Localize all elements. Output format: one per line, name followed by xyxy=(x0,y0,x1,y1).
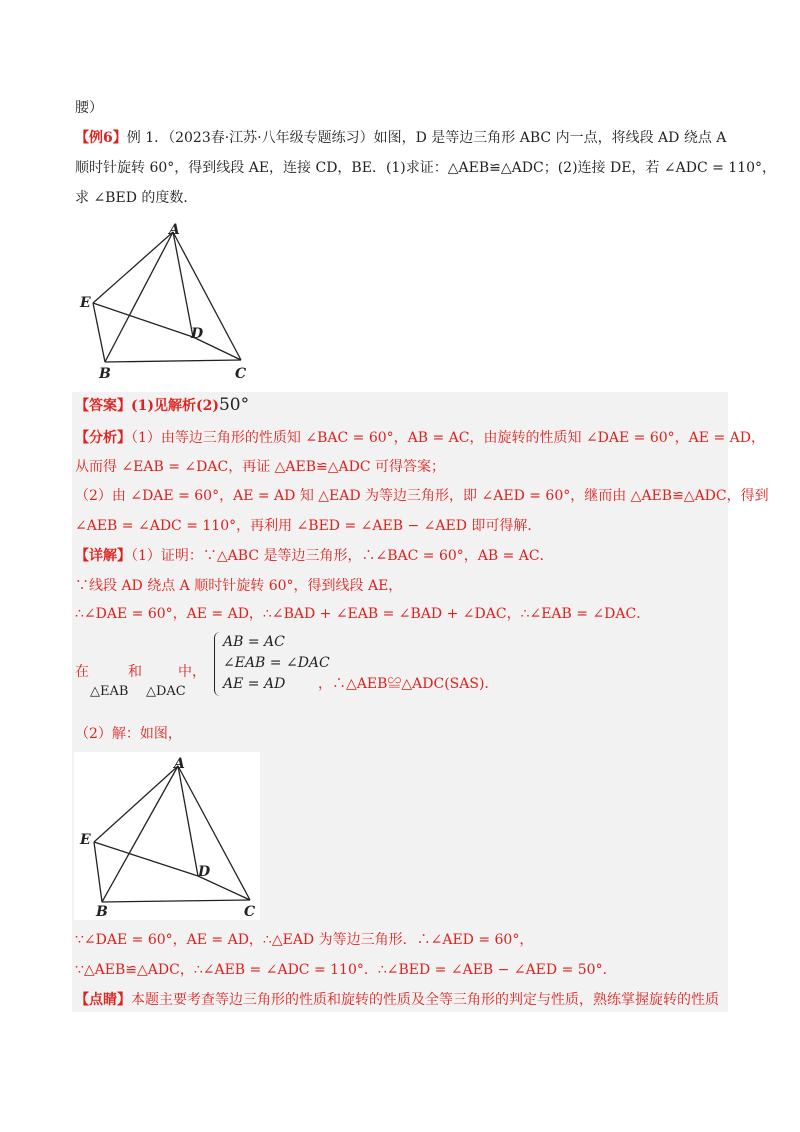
question-line-3: 求 ∠BED 的度数． xyxy=(75,190,198,206)
detail-tag: 【详解】 xyxy=(75,548,131,564)
label-d-2: D xyxy=(198,864,211,880)
question-line-2: 顺时针旋转 60°，得到线段 AE，连接 CD，BE．(1)求证：△AEB≌△ADC；(2)连接 DE，若 ∠ADC = 110°， xyxy=(75,160,777,176)
answer-text: (1)见解析(2) xyxy=(131,398,219,414)
analysis-line-1 xyxy=(75,428,765,448)
detail-in-word: 在 xyxy=(75,664,89,680)
label-e-2: E xyxy=(80,832,91,848)
equation-system xyxy=(214,632,330,696)
answer-value: 50° xyxy=(218,395,250,415)
figure-2 xyxy=(74,752,260,920)
detail-tri-eab: △EAB xyxy=(90,684,129,699)
answer-line xyxy=(75,395,249,416)
detail-and-word: 和 xyxy=(128,664,142,680)
detail-line-5: ∵△AEB≌△ADC，∴∠AEB = ∠ADC = 110°．∴∠BED = ∠AEB − ∠AED = 50°． xyxy=(75,962,617,978)
analysis-text-1: （1）由等边三角形的性质知 ∠BAC = 60°，AB = AC，由旋转的性质知 ∠DAE = 60°，AE = AD， xyxy=(131,430,765,446)
system-eq-2: ∠EAB = ∠DAC xyxy=(223,655,330,671)
analysis-line-2: 从而得 ∠EAB = ∠DAC，再证 △AEB≌△ADC 可得答案； xyxy=(75,459,446,475)
comment-tag: 【点睛】 xyxy=(75,992,131,1008)
label-d: D xyxy=(191,326,204,342)
analysis-line-4: ∠AEB = ∠ADC = 110°，再利用 ∠BED = ∠AEB − ∠AED 即可得解． xyxy=(75,518,542,534)
analysis-line-3: （2）由 ∠DAE = 60°，AE = AD 知 △EAD 为等边三角形，即 ∠AED = 60°，继而由 △AEB≌△ADC，得到 xyxy=(75,488,769,504)
system-eq-1: AB = AC xyxy=(223,634,285,650)
answer-tag: 【答案】 xyxy=(75,398,131,414)
question-line-1 xyxy=(75,128,726,148)
system-eq-3: AE = AD xyxy=(223,676,286,692)
label-c: C xyxy=(235,366,247,382)
detail-middle-word: 中， xyxy=(178,664,206,680)
detail-conclusion: ，∴△AEB≌△ADC(SAS)． xyxy=(318,676,499,692)
label-a-2: A xyxy=(174,756,185,772)
detail-line-2: ∵线段 AD 绕点 A 顺时针旋转 60°，得到线段 AE， xyxy=(75,578,403,594)
label-a: A xyxy=(169,222,180,238)
figure-1 xyxy=(75,222,255,382)
question-tag: 【例6】 xyxy=(75,130,127,146)
detail-text-1: （1）证明：∵△ABC 是等边三角形，∴∠BAC = 60°，AB = AC． xyxy=(131,548,554,564)
label-b: B xyxy=(99,366,111,382)
detail-line-4: ∵∠DAE = 60°，AE = AD，∴△EAD 为等边三角形．∴∠AED = 60°， xyxy=(75,932,534,948)
question-text-1: 例 1．（2023春·江苏·八年级专题练习）如图，D 是等边三角形 ABC 内一点，将线段 AD 绕点 A xyxy=(126,130,727,146)
analysis-tag: 【分析】 xyxy=(75,430,131,446)
detail-line-3: ∴∠DAE = 60°，AE = AD，∴∠BAD + ∠EAB = ∠BAD + ∠DAC，∴∠EAB = ∠DAC． xyxy=(75,606,651,622)
label-b-2: B xyxy=(96,904,108,920)
detail-part-2: （2）解：如图， xyxy=(75,726,182,742)
detail-line-1 xyxy=(75,546,554,566)
detail-tri-dac: △DAC xyxy=(146,684,186,699)
comment-text: 本题主要考查等边三角形的性质和旋转的性质及全等三角形的判定与性质，熟练掌握旋转的性质 xyxy=(131,992,719,1008)
comment-line xyxy=(75,990,719,1010)
label-c-2: C xyxy=(244,904,256,920)
top-fragment: 腰） xyxy=(75,100,103,116)
label-e: E xyxy=(80,295,91,311)
